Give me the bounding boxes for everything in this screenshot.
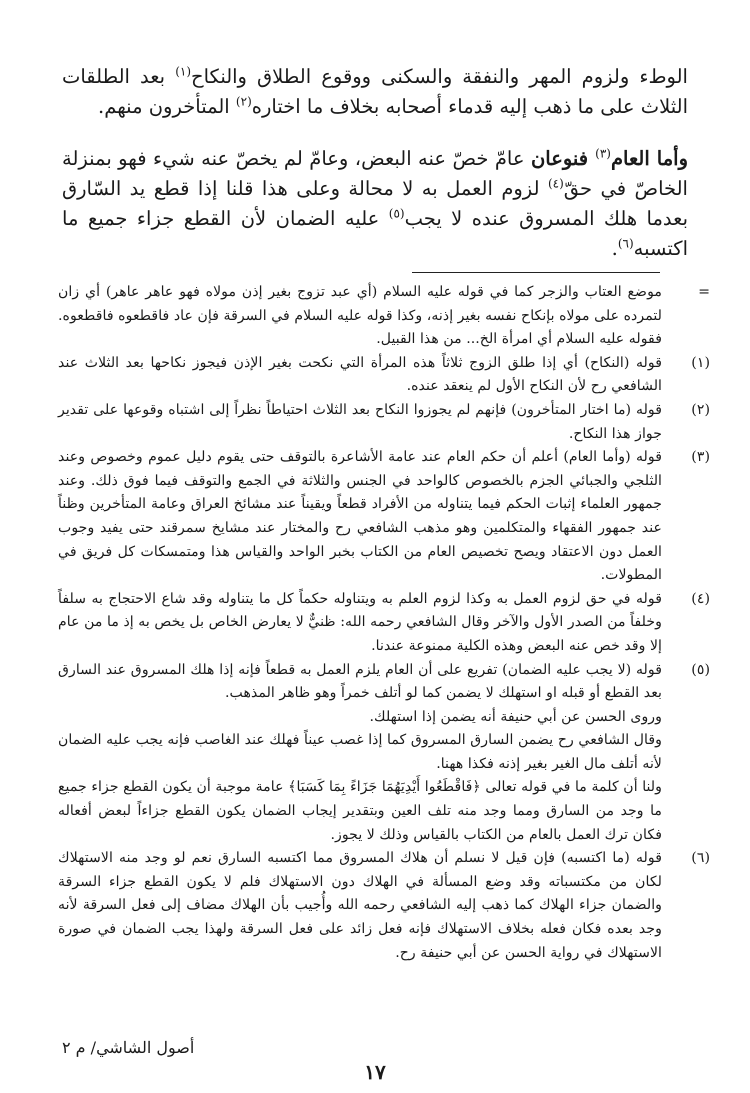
footnote-4 <box>58 588 710 659</box>
footnote-number: (٣) <box>691 449 710 466</box>
footnote-number: = <box>698 284 710 300</box>
main-paragraph-2 <box>62 144 688 264</box>
text-run: عليه الضمان لأن القطع جزاء جميع ما اكتسبه <box>62 207 688 260</box>
footnote-ref-3[interactable]: (٣) <box>595 146 611 161</box>
footnote-1 <box>58 352 710 399</box>
footnote-text: قوله (لا يجب عليه الضمان) تفريع على أن العام يلزم العمل به قطعاً فإنه إذا هلك المسروق عند السارق بعد القطع أو قبله او استهلك لا يضمن كما لو أتلف خمراً وهو ظاهر المذهب. <box>58 661 662 702</box>
footnotes <box>58 281 710 965</box>
footnote-separator <box>412 272 660 273</box>
text-run: المتأخرون منهم. <box>98 95 236 118</box>
text-run: لزوم العمل به لا محالة وعلى هذا قلنا إذا قطع يد السّارق بعدما هلك المسروق عنده لا يجب <box>62 177 688 230</box>
footnote-text: قوله (النكاح) أي إذا طلق الزوج ثلاثاً هذه المرأة التي نكحت بغير الإذن فيجوز نكاحها بعد الثلاث عند الشافعي رح لأن النكاح الأول لم ينعقد عنده. <box>58 354 662 395</box>
heading-run: فنوعان <box>530 147 596 170</box>
footnote-text: وقال الشافعي رح يضمن السارق المسروق كما إذا غصب عيناً فهلك عند الغاصب فإنه يجب عليه الضمان لأنه أتلف مال الغير بغير إذنه فكذا ههنا. <box>58 732 662 772</box>
footnote-text: موضع العتاب والزجر كما في قوله عليه السلام (أي عبد تزوج بغير إذن مولاه فهو عاهر عاهر) أي زان لتمرده على مولاه بإنكاح نفسه بغير إذنه، وكذا قوله عليه السلام في السرقة فإن عاد فاقطعوه فاقطعوه. فقوله عليه السلام أي امرأة الخ... من هذا القبيل. <box>58 284 662 348</box>
text-run: عامّ خصّ عنه البعض، وعامّ لم يخصّ عنه شيء فهو بمنزلة الخاصّ في حقّ <box>62 147 688 200</box>
main-paragraph-1 <box>62 62 688 122</box>
footnote-continued <box>58 281 710 352</box>
footnote-number: (٥) <box>691 661 710 678</box>
footnote-text: قوله (وأما العام) أعلم أن حكم العام عند عامة الأشاعرة بالتوقف حتى يقوم دليل عموم وخصوص وعند الثلجي والجبائي الجزم بالخصوص كالواحد في الجنس والثلاثة في الجمع والتوقف فيما فوق ذلك. وعند جمهور العلماء إثبات الحكم فيما يتناوله من الأفراد قطعاً ويقيناً عند مشائخ العراق وعامة المتأخرين وظناً عند جمهور الفقهاء والمتكلمين وهو مذهب الشافعي رح والمختار عند مشايخ سمرقند حتى يفيد وجوب العمل دون الاعتقاد ويصح تخصيص العام من الكتاب بخبر الواحد والقياس هذا ومتمسكات كل فريق في المطولات. <box>58 449 662 584</box>
footnote-ref-2[interactable]: (٢) <box>235 94 252 109</box>
footnote-number: (١) <box>691 354 710 371</box>
footnote-5 <box>58 659 710 848</box>
footnote-ref-5[interactable]: (٥) <box>388 206 405 221</box>
footnote-text: قوله في حق لزوم العمل به وكذا لزوم العلم به ويتناوله حكماً كل ما يتناوله وقد شاع الاحتجاج به سلفاً وخلفاً من الصدر الأول والآخر وقال الشافعي رحمه الله: ظنيٌّ لا يعارض الخاص بل يخص به إذ ما من عام إلا وقد خص عنه البعض وهذه الكلية ممنوعة عندنا. <box>58 590 662 654</box>
footnote-text: قوله (ما اكتسبه) فإن قيل لا نسلم أن هلاك المسروق مما اكتسبه السارق نعم لو وجد منه الاستهلاك لكان من مكتسباته وقد وضع المسألة في الهلاك دون الاستهلاك فلم لا يكون القطع جزاء السرقة والضمان جزاء الهلاك كما ذهب إليه الشافعي رحمه الله وأُجيب بأن الهلاك مضاف إلى فعل السرقة لأنه وجد بعده فكان فعله بخلاف الاستهلاك فإنه فعل زائد على فعل السرقة ولهذا يجب الضمان في صورة الاستهلاك في رواية الحسن عن أبي حنيفة رح. <box>58 850 662 961</box>
text-run: . <box>611 237 618 260</box>
book-title-footer: أصول الشاشي/ م ٢ <box>62 1038 195 1057</box>
footnote-ref-1[interactable]: (١) <box>175 64 192 79</box>
footnote-ref-4[interactable]: (٤) <box>547 176 564 191</box>
page-number: ١٧ <box>364 1060 386 1084</box>
footnote-3 <box>58 446 710 588</box>
footnote-text: قوله (ما اختار المتأخرون) فإنهم لم يجوزوا النكاح بعد الثلاث احتياطاً نظراً إلى اشتباه وقوعها على تقدير جواز هذا النكاح. <box>58 401 662 442</box>
footnote-6 <box>58 847 710 965</box>
heading-run: وأما العام <box>610 147 688 170</box>
footnote-number: (٢) <box>691 401 710 418</box>
footnote-ref-6[interactable]: (٦) <box>617 236 634 251</box>
footnote-text: ولنا أن كلمة ما في قوله تعالى ﴿فَاقْطَعُوا أَيْدِيَهُمَا جَزَاءً بِمَا كَسَبَا﴾ عامة موجبة أن يكون القطع جزاء جميع ما وجد من السارق ومما وجد منه تلف العين وبتقدير إيجاب الضمان يكون القطع جزاءاً لبعض أفعاله فكان ترك العمل بالعام من الكتاب بالقياس وذلك لا يجوز. <box>58 779 662 843</box>
footnote-number: (٤) <box>691 590 710 607</box>
text-run: الوطء ولزوم المهر والنفقة والسكنى ووقوع الطلاق والنكاح <box>191 65 688 88</box>
footnote-text: وروى الحسن عن أبي حنيفة أنه يضمن إذا استهلك. <box>369 708 662 725</box>
main-text <box>62 62 688 264</box>
footnote-2 <box>58 399 710 446</box>
text-run: بعد الطلقات الثلاث على ما ذهب إليه قدماء أصحابه بخلاف ما اختاره <box>62 65 688 118</box>
footnote-number: (٦) <box>691 850 710 867</box>
